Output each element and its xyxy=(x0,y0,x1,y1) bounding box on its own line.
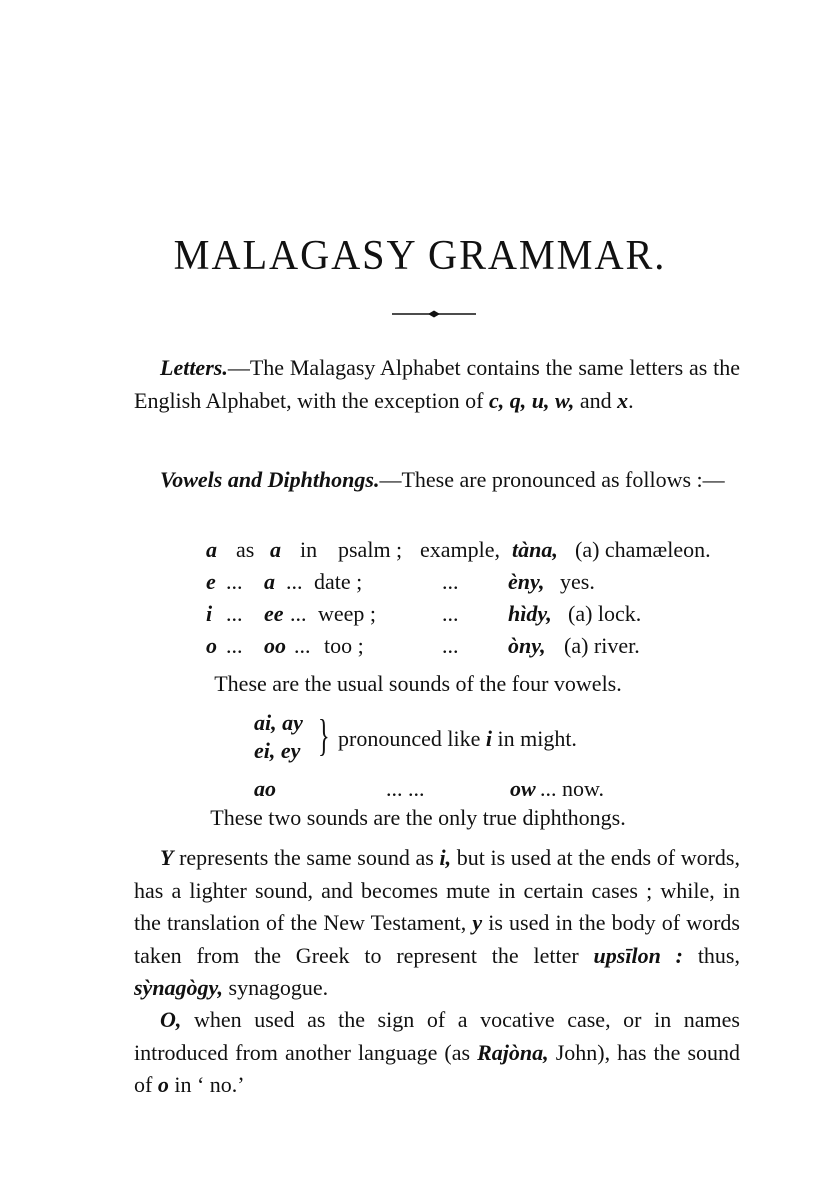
vowel-example: tàna, xyxy=(512,537,558,562)
y-paragraph xyxy=(134,842,740,1005)
y-letter: y xyxy=(472,910,483,935)
vowel-sound: a xyxy=(264,569,275,594)
vowel-sound: ee xyxy=(264,601,284,626)
brace-icon: } xyxy=(318,711,330,760)
page-title: MALAGASY GRAMMAR. xyxy=(173,233,667,279)
vowel-sound: a xyxy=(270,537,281,562)
vowel-meaning: (a) lock. xyxy=(568,601,642,626)
o-rajona: Rajòna, xyxy=(477,1039,549,1065)
letters-exceptions: c, q, u, w, xyxy=(489,387,575,413)
letters-end: . xyxy=(628,387,634,413)
vowel-example: hìdy, xyxy=(508,601,552,626)
diphthong-ow: ow xyxy=(510,776,536,801)
vowel-letter: a xyxy=(206,537,217,562)
diphthong-ao: ao xyxy=(254,776,276,801)
diphthongs-summary: These two sounds are the only true diphthongs. xyxy=(210,805,626,830)
ornament-divider xyxy=(392,310,476,318)
vowel-sep: ... xyxy=(226,569,243,594)
letters-last: x xyxy=(617,387,629,413)
diphthong-now: ... now. xyxy=(540,776,604,801)
letters-label: Letters. xyxy=(160,355,228,380)
y-text: is used in the body of words taken from the Greek to represent the letter xyxy=(134,910,740,968)
y-upsilon: upsīlon : xyxy=(593,942,683,968)
diphthong-ei: ei, ey xyxy=(254,738,301,763)
vowel-word: psalm ; xyxy=(338,537,403,562)
diphthong-text: pronounced like xyxy=(338,726,486,751)
vowel-sep: ... xyxy=(290,601,307,626)
vowel-meaning: yes. xyxy=(560,569,595,594)
vowel-letter: o xyxy=(206,633,217,658)
y-text: thus, xyxy=(682,942,740,968)
vowel-sep: as xyxy=(236,537,255,562)
vowel-sep: ... xyxy=(294,633,311,658)
vowel-sep: ... xyxy=(286,569,303,594)
y-synagogy: sỳnagògy, xyxy=(134,975,224,1000)
y-text: represents the same sound as xyxy=(173,845,440,870)
vowel-letter: e xyxy=(206,569,216,594)
vowel-sep: ... xyxy=(442,633,459,658)
diphthong-ao-dots: ... ... xyxy=(386,776,425,801)
letters-paragraph xyxy=(134,352,740,417)
vowel-sep: ... xyxy=(442,601,459,626)
letters-and: and xyxy=(574,387,618,413)
y-text: but is used at the ends of words, has a lighter sound, and becomes mute in certain cases ; while, in the translation of the New Testament, xyxy=(134,845,740,935)
o-lead: O, xyxy=(160,1007,182,1032)
vowel-word: too ; xyxy=(324,633,364,658)
vowels-label: Vowels and Diphthongs. xyxy=(160,467,380,492)
y-text: synagogue. xyxy=(223,975,329,1000)
vowel-word: date ; xyxy=(314,569,363,594)
vowel-letter: i xyxy=(206,601,213,626)
vowel-meaning: (a) chamæleon. xyxy=(575,537,711,562)
vowel-word: weep ; xyxy=(318,601,377,626)
diphthong-text: in might. xyxy=(491,726,577,751)
y-i: i, xyxy=(439,845,452,870)
diphthong-ai: ai, ay xyxy=(254,710,303,735)
vowels-summary: These are the usual sounds of the four vowels. xyxy=(214,671,622,696)
vowel-sep: ... xyxy=(226,601,243,626)
diphthong-description xyxy=(338,726,577,752)
vowels-text: —These are pronounced as follows :— xyxy=(379,467,725,492)
o-text: when used as the sign of a vocative case, or in names introduced from another language (as xyxy=(134,1007,740,1065)
y-lead: Y xyxy=(160,845,174,870)
o-letter: o xyxy=(157,1072,169,1097)
o-paragraph xyxy=(134,1004,740,1102)
vowel-meaning: (a) river. xyxy=(564,633,640,658)
vowel-sound: oo xyxy=(264,633,286,658)
vowels-paragraph xyxy=(134,464,740,497)
diphthong-letter: i xyxy=(485,726,492,751)
vowel-sep: example, xyxy=(420,537,501,562)
letters-text: —The Malagasy Alphabet contains the same letters as the English Alphabet, with the exception of xyxy=(134,355,740,413)
o-text: John), has the sound of xyxy=(134,1039,741,1097)
vowel-sep: in xyxy=(300,537,318,562)
vowel-example: èny, xyxy=(508,569,545,594)
vowel-example: òny, xyxy=(508,633,546,658)
vowel-sep: ... xyxy=(442,569,459,594)
o-text: in ‘ no.’ xyxy=(168,1072,245,1097)
vowel-sep: ... xyxy=(226,633,243,658)
